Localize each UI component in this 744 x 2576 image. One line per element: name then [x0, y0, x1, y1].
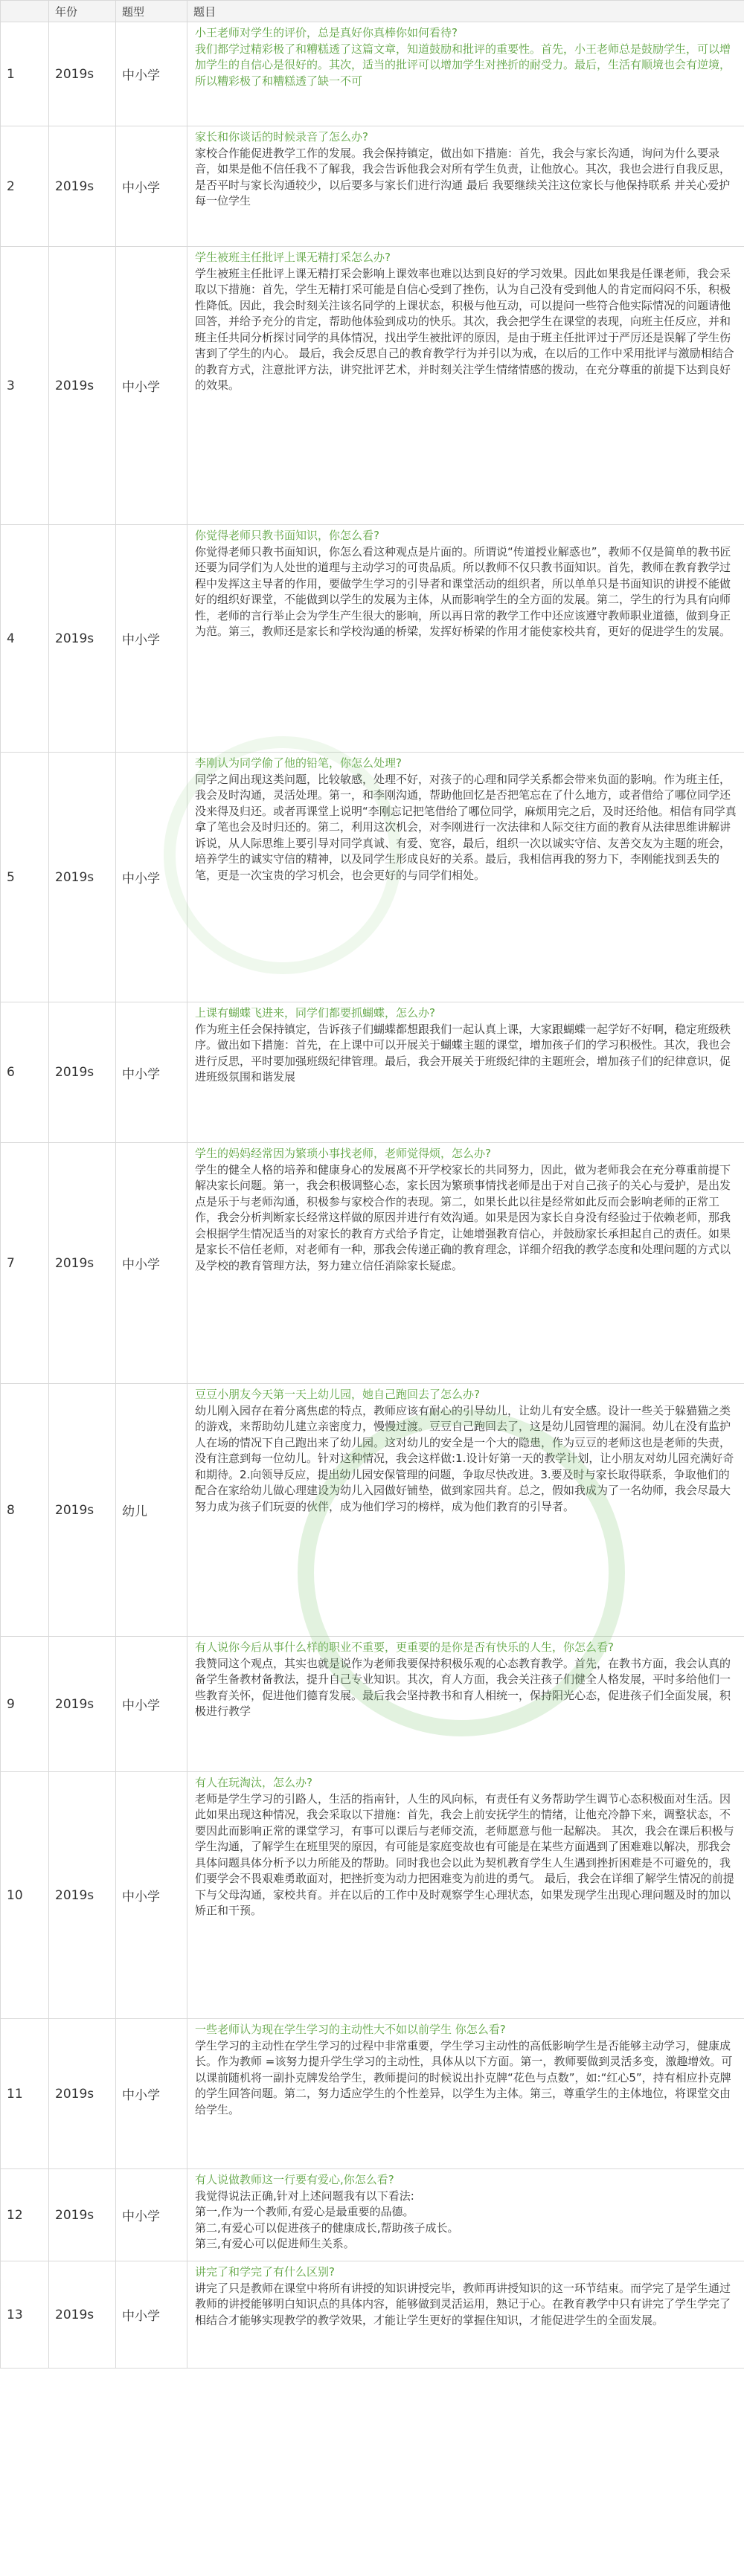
question-answer: 作为班主任会保持镇定，告诉孩子们蝴蝶都想跟我们一起认真上课，大家跟蝴蝶一起学好不好啊，稳定班级秩序。做出如下措施：首先，在上课中可以开展关于蝴蝶主题的课堂，增加孩子们的学习积极性。其次，我也会进行反思，平时要加强班级纪律管理。最后，我会开展关于班级纪律的主题班会，增加孩子们的纪律意识，促进班级氛围和谐发展	[195, 1022, 731, 1083]
row-year: 2019s	[49, 1637, 116, 1772]
table-row	[1, 2261, 744, 2369]
row-question	[187, 1143, 744, 1384]
question-title: 豆豆小朋友今天第一天上幼儿园，她自己跑回去了怎么办?	[195, 1388, 480, 1401]
row-number: 13	[1, 2261, 49, 2369]
question-title: 一些老师认为现在学生学习的主动性大不如以前学生 你怎么看?	[195, 2023, 506, 2036]
table-row	[1, 1637, 744, 1772]
question-title: 有人说你今后从事什么样的职业不重要，更重要的是你是否有快乐的人生，你怎么看?	[195, 1640, 614, 1654]
row-question	[187, 247, 744, 525]
question-title: 上课有蝴蝶飞进来，同学们都要抓蝴蝶，怎么办?	[195, 1006, 435, 1020]
row-number: 8	[1, 1384, 49, 1637]
question-answer: 学生的健全人格的培养和健康身心的发展离不开学校家长的共同努力，因此，做为老师我会在充分尊重前提下解决家长问题。第一，我会积极调整心态，家长因为繁琐事情找老师是出于对自己孩子的关心与爱护，是出发点是乐于与老师沟通，积极参与家校合作的表现。第二，如果长此以往是经常如此反而会影响老师的正常工作，我会分析判断家长经常这样做的原因并进行有效沟通。如果是因为家长自身没有经验过于依赖老师，那我会根据学生情况适当的对家长的教育方式给予肯定，让她增强教育信心，并鼓励家长承担起自己的责任。如果是家长不信任老师，对老师有一种，那我会传递正确的教育理念，详细介绍我的教学态度和处理问题的方式以及学校的教育管理方法，努力建立信任消除家长疑虑。	[195, 1162, 731, 1272]
row-year: 2019s	[49, 126, 116, 247]
row-question	[187, 2169, 744, 2261]
row-year: 2019s	[49, 1772, 116, 2019]
table-row	[1, 2019, 744, 2169]
row-year: 2019s	[49, 1384, 116, 1637]
question-answer: 学生被班主任批评上课无精打采会影响上课效率也难以达到良好的学习效果。因此如果我是任课老师，我会采取以下措施：首先，学生无精打采可能是自信心受到了挫伤，认为自己没有受到他人的肯定而闷闷不乐，积极性降低。因此，我会时刻关注该名同学的上课状态，积极与他互动，可以提问一些符合他实际情况的问题请他回答，并给予充分的肯定，帮助他体验到成功的快乐。其次，我会把学生在课堂的表现，向班主任反应，并和班主任共同分析探讨同学的具体情况，找出学生被批评的原因，是由于班主任批评过于严厉还是误解了学生伤害到了学生的内心。 最后，我会反思自己的教育教学行为并引以为戒，在以后的工作中采用批评与激励相结合的教育方式，注意批评方法，讲究批评艺术，并时刻关注学生情绪情感的拨动，在充分尊重的前提下达到良好的效果。	[195, 266, 734, 392]
row-type: 中小学	[116, 753, 187, 1002]
question-answer: 幼儿刚入园存在着分离焦虑的特点，教师应该有耐心的引导幼儿，让幼儿有安全感。设计一些关于躲猫猫之类的游戏，来帮助幼儿建立亲密度力，慢慢过渡。豆豆自己跑回去了，这是幼儿园管理的漏洞。幼儿在没有监护人在场的情况下自己跑出来了幼儿园。这对幼儿的安全是一个大的隐患，作为豆豆的老师这也是老师的失责，没有注意到每一位幼儿。针对这种情况，我会这样做:1.设计好第一天的教学计划，让小朋友对幼儿园充满好奇和期待。2.向领导反应，提出幼儿园安保管理的问题，争取尽快改进。3.要及时与家长取得联系，争取他们的配合在家给幼儿做心理建设为幼儿入园做好铺垫，做到家园共育。总之，假如我成为了一名幼师，我会尽最大努力成为孩子们玩耍的伙伴，成为他们学习的榜样，成为他们教育的引导者。	[195, 1403, 734, 1513]
question-answer: 学生学习的主动性在学生学习的过程中非常重要，学生学习主动性的高低影响学生是否能够主动学习，健康成长。作为教师 =该努力提升学生学习的主动性，具体从以下方面。第一，教师要做到灵活多变，激趣增效。可以课前随机将一副扑克牌发给学生，教师提问的时候说出扑克牌“花色与点数”，如:“红心5”，持有相应扑克牌的学生回答问题。第二，努力适应学生的个性差异，以学生为主体。第三，尊重学生的主体地位，将课堂交由给学生。	[195, 2038, 733, 2116]
row-number: 4	[1, 525, 49, 753]
row-question	[187, 2019, 744, 2169]
row-question	[187, 22, 744, 126]
row-number: 10	[1, 1772, 49, 2019]
row-question	[187, 1002, 744, 1143]
question-answer: 同学之间出现这类问题，比较敏感，处理不好，对孩子的心理和同学关系都会带来负面的影响。作为班主任，我会及时沟通，灵活处理。第一，和李刚沟通，帮助他回忆是否把笔忘在了什么地方，或者借给了哪位同学还没来得及归还。或者再课堂上说明“李刚忘记把笔借给了哪位同学，麻烦用完之后，及时还给他。相信有同学真拿了笔也会及时归还的。第二，利用这次机会，对李刚进行一次法律和人际交往方面的教育从法律思维讲解讲诉说，从人际思维上要引导对同学真诚、有爱、宽容，最后，组织一次以诚实守信、友善交友为主题的班会，培养学生的诚实守信的精神，以及同学生形成良好的关系。最后，我相信再我的努力下，李刚能找到丢失的笔，更是一次宝贵的学习机会，也会更好的与同学们相处。	[195, 772, 737, 882]
question-answer: 我们都学过精彩极了和糟糕透了这篇文章，知道鼓励和批评的重要性。首先，小王老师总是鼓励学生，可以增加学生的自信心是很好的。其次，适当的批评可以增加学生对挫折的耐受力。最后，生活有顺境也会有逆境，所以糟彩极了和糟糕透了缺一不可	[195, 42, 731, 88]
question-answer: 老师是学生学习的引路人，生活的指南针，人生的风向标，有责任有义务帮助学生调节心态积极面对生活。因此如果出现这种情况，我会采取以下措施：首先，我会上前安抚学生的情绪，让他充冷静下来，调整状态，不要因此而影响正常的课堂学习，有事可以课后与老师交流，老师愿意与他一起解决。 其次，我会在课后积极与学生沟通，了解学生在班里哭的原因，有可能是家庭变故也有可能是在某些方面遇到了困难难以解决，那我会具体问题具体分析予以力所能及的帮助。同时我也会以此为契机教育学生人生遇到挫折困难是不可避免的，我们要学会不畏艰难勇敢面对，把挫折变为动力把困难变为前进的勇气。 最后，我会在详细了解学生情况的前提下与父母沟通，家校共育。并在以后的工作中及时观察学生心理状态，如果发现学生出现心理问题及时的加以矫正和干预。	[195, 1791, 734, 1917]
table-row	[1, 247, 744, 525]
question-title: 家长和你谈话的时候录音了怎么办?	[195, 130, 368, 144]
question-title: 你觉得老师只教书面知识，你怎么看?	[195, 529, 379, 542]
table-row	[1, 1143, 744, 1384]
row-type: 中小学	[116, 1143, 187, 1384]
row-type: 中小学	[116, 247, 187, 525]
row-type: 中小学	[116, 22, 187, 126]
table-row	[1, 1002, 744, 1143]
row-year: 2019s	[49, 2261, 116, 2369]
row-type: 中小学	[116, 525, 187, 753]
question-title: 李刚认为同学偷了他的铅笔，你怎么处理?	[195, 756, 402, 770]
row-type: 中小学	[116, 126, 187, 247]
table-header-row	[1, 1, 744, 22]
table-row	[1, 1384, 744, 1637]
row-number: 2	[1, 126, 49, 247]
row-number: 5	[1, 753, 49, 1002]
row-number: 7	[1, 1143, 49, 1384]
question-title: 学生被班主任批评上课无精打采怎么办?	[195, 251, 391, 264]
row-year: 2019s	[49, 525, 116, 753]
table-row	[1, 1772, 744, 2019]
question-title: 讲完了和学完了有什么区别?	[195, 2265, 335, 2279]
table-row	[1, 753, 744, 1002]
table-row	[1, 126, 744, 247]
row-question	[187, 1772, 744, 2019]
row-number: 6	[1, 1002, 49, 1143]
row-year: 2019s	[49, 753, 116, 1002]
row-number: 12	[1, 2169, 49, 2261]
question-answer: 我觉得说法正确,针对上述问题我有以下看法: 第一,作为一个教师,有爱心是最重要的品德。 第二,有爱心可以促进孩子的健康成长,帮助孩子成长。 第三,有爱心可以促进师生关系。	[195, 2189, 459, 2250]
row-year: 2019s	[49, 22, 116, 126]
table-row	[1, 22, 744, 126]
question-answer: 我赞同这个观点，其实也就是说作为老师我要保持积极乐观的心态教育教学。首先，在教书方面，我会认真的备学生备教材备教法，提升自己专业知识。其次，育人方面，我会关注孩子们健全人格发展，平时多给他们一些教育关怀，促进他们德育发展。最后我会坚持教书和育人相统一，保持阳光心态，促进孩子们全面发展，积极进行教学	[195, 1656, 731, 1718]
question-answer: 家校合作能促进教学工作的发展。我会保持镇定，做出如下措施：首先，我会与家长沟通，询问为什么要录音，如果是他不信任我不了解我，我会告诉他我会对所有学生负责，让他放心。其次，我也会进行自我反思，是否平时与家长沟通较少，以后要多与家长们进行沟通 最后 我要继续关注这位家长与他保持联系 并关心爱护每一位学生	[195, 146, 731, 207]
question-title: 有人在玩淘汰，怎么办?	[195, 1776, 312, 1789]
row-year: 2019s	[49, 1143, 116, 1384]
row-year: 2019s	[49, 247, 116, 525]
row-type: 中小学	[116, 1002, 187, 1143]
row-question	[187, 1637, 744, 1772]
header-year: 年份	[49, 1, 116, 22]
header-type: 题型	[116, 1, 187, 22]
question-answer: 讲完了只是教师在课堂中将所有讲授的知识讲授完毕，教师再讲授知识的这一环节结束。而学完了是学生通过教师的讲授能够明白知识点的具体内容，能够做到灵活运用，熟记于心。在教育教学中只有讲完了学生学完了相结合才能够实现教学的教学效果，才能让学生更好的掌握住知识，才能促进学生的全面发展。	[195, 2281, 731, 2327]
row-number: 3	[1, 247, 49, 525]
row-question	[187, 2261, 744, 2369]
row-question	[187, 1384, 744, 1637]
row-year: 2019s	[49, 1002, 116, 1143]
row-type: 中小学	[116, 1772, 187, 2019]
question-title: 学生的妈妈经常因为繁琐小事找老师，老师觉得烦，怎么办?	[195, 1147, 491, 1160]
row-year: 2019s	[49, 2169, 116, 2261]
row-type: 中小学	[116, 2169, 187, 2261]
header-num	[1, 1, 49, 22]
row-type: 中小学	[116, 2261, 187, 2369]
table-row	[1, 525, 744, 753]
header-question: 题目	[187, 1, 744, 22]
row-question	[187, 525, 744, 753]
table-row	[1, 2169, 744, 2261]
row-number: 11	[1, 2019, 49, 2169]
row-year: 2019s	[49, 2019, 116, 2169]
row-type: 中小学	[116, 2019, 187, 2169]
row-question	[187, 753, 744, 1002]
row-type: 幼儿	[116, 1384, 187, 1637]
row-number: 1	[1, 22, 49, 126]
row-question	[187, 126, 744, 247]
row-type: 中小学	[116, 1637, 187, 1772]
row-number: 9	[1, 1637, 49, 1772]
question-title: 小王老师对学生的评价，总是真好你真棒你如何看待?	[195, 26, 458, 39]
question-title: 有人说做教师这一行要有爱心,你怎么看?	[195, 2173, 394, 2186]
question-answer: 你觉得老师只教书面知识，你怎么看这种观点是片面的。所谓说“传道授业解惑也”，教师不仅是简单的教书匠还要为同学们为人处世的道理与主动学习的可贵品质。所以教师不仅只教书面知识。首先，教师在教育教学过程中发挥这主导者的作用，要做学生学习的引导者和课堂活动的组织者，所以单单只是书面知识的讲授不能做好的组织好课堂，不能做到以学生的发展为主体，从而影响学生的全方面的发展。第二，学生的行为具有向师性，老师的言行举止会为学生产生很大的影响，所以再日常的教学工作中还应该遵守教师职业道德，做到身正为范。第三，教师还是家长和学校沟通的桥梁，发挥好桥梁的作用才能使家校共育，更好的促进学生的发展。	[195, 544, 731, 638]
